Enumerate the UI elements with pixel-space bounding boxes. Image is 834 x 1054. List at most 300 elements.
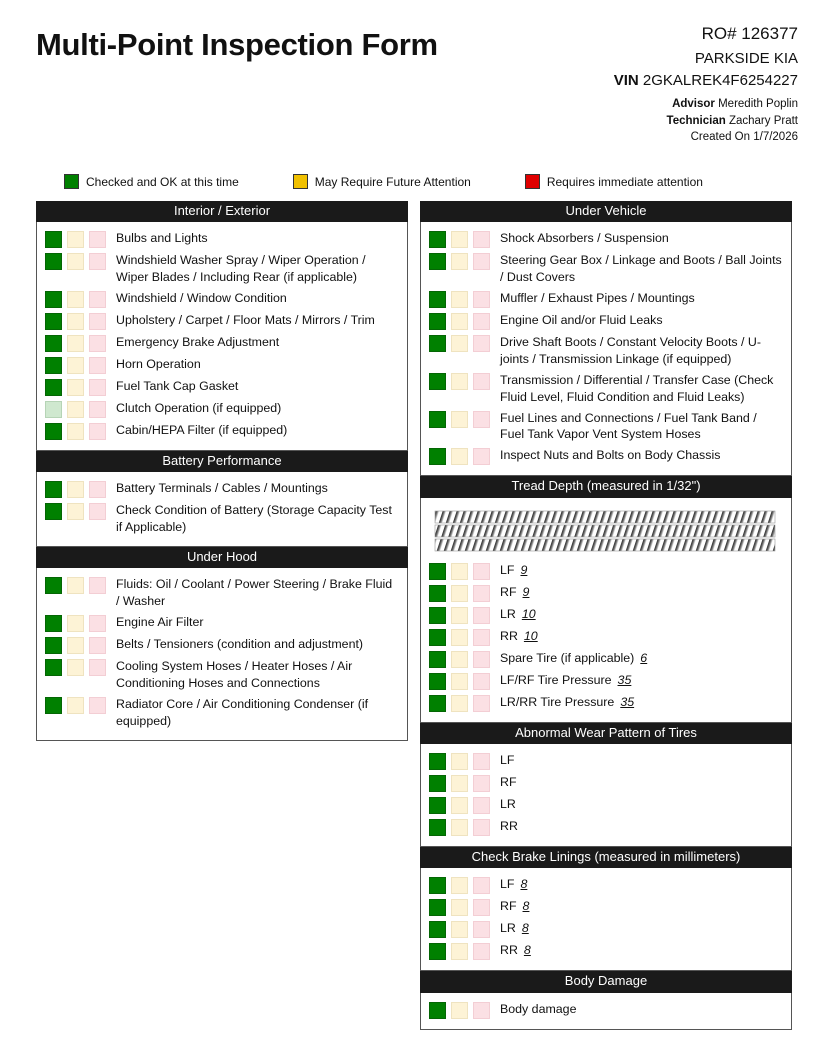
tire-tread-illustration: [429, 510, 783, 556]
left-column: [36, 201, 408, 740]
inspection-row: [45, 250, 399, 288]
status-box-ok[interactable]: [45, 423, 62, 440]
inspection-row: [45, 694, 399, 732]
inspection-item-label: Belts / Tensioners (condition and adjustment): [116, 637, 364, 652]
inspection-item-label: Muffler / Exhaust Pipes / Mountings: [500, 291, 695, 306]
inspection-item-label: [490, 942, 531, 959]
status-boxes: [45, 252, 106, 270]
legend-item-ok: [64, 174, 239, 189]
status-box-ok[interactable]: [429, 921, 446, 938]
tread-depth-value: 10: [523, 628, 538, 643]
inspection-item-label: [490, 672, 631, 689]
tread-position-label: RR: [500, 628, 518, 643]
brake-lining-value: 8: [522, 899, 530, 914]
inspection-row: [429, 648, 783, 670]
status-boxes: [429, 672, 490, 690]
green-swatch-icon: [64, 174, 79, 189]
form-header: [36, 22, 798, 146]
status-box-immediate[interactable]: [89, 659, 106, 676]
inspection-row: [429, 750, 783, 772]
status-box-immediate[interactable]: [473, 629, 490, 646]
inspection-item-label: Engine Air Filter: [116, 615, 204, 630]
inspection-item-label: Steering Gear Box / Linkage and Boots / Ball Joints / Dust Covers: [500, 253, 782, 285]
status-box-future[interactable]: [451, 695, 468, 712]
status-box-future[interactable]: [451, 607, 468, 624]
status-box-future[interactable]: [451, 1002, 468, 1019]
status-boxes: [45, 290, 106, 308]
yellow-swatch-icon: [293, 174, 308, 189]
status-box-immediate[interactable]: [89, 253, 106, 270]
status-box-future[interactable]: [451, 673, 468, 690]
status-box-ok[interactable]: [45, 335, 62, 352]
status-boxes: [429, 230, 490, 248]
status-boxes: [429, 774, 490, 792]
inspection-row: [429, 692, 783, 714]
section-title-brake-linings: Check Brake Linings (measured in millimeters): [420, 847, 792, 868]
tread-position-label: Spare Tire (if applicable): [500, 650, 635, 665]
status-boxes: [45, 480, 106, 498]
status-boxes: [429, 290, 490, 308]
status-box-future[interactable]: [67, 401, 84, 418]
status-box-immediate[interactable]: [473, 943, 490, 960]
inspection-item-label: Windshield Washer Spray / Wiper Operation / Wiper Blades / Including Rear (if applicable): [116, 253, 366, 285]
inspection-row: [45, 332, 399, 354]
tread-position-label: RF: [500, 584, 517, 599]
legend: [36, 174, 798, 189]
status-boxes: [45, 356, 106, 374]
inspection-row: [45, 612, 399, 634]
status-box-ok[interactable]: [429, 313, 446, 330]
status-boxes: [45, 614, 106, 632]
status-box-immediate[interactable]: [473, 411, 490, 428]
status-box-immediate[interactable]: [473, 877, 490, 894]
status-box-future[interactable]: [67, 637, 84, 654]
tread-position-label: LR: [500, 606, 516, 621]
ro-line: [614, 22, 798, 47]
status-box-ok[interactable]: [429, 775, 446, 792]
status-boxes: [45, 576, 106, 594]
section-body-tread-depth: [420, 498, 792, 723]
status-boxes: [429, 898, 490, 916]
inspection-item-label: [490, 898, 529, 915]
status-boxes: [429, 818, 490, 836]
status-box-immediate[interactable]: [473, 291, 490, 308]
section-body-damage: [420, 971, 792, 1029]
status-boxes: [429, 1001, 490, 1019]
status-box-future[interactable]: [451, 231, 468, 248]
status-box-ok[interactable]: [429, 1002, 446, 1019]
inspection-item-label: RF: [500, 774, 517, 789]
status-boxes: [429, 628, 490, 646]
inspection-row: [429, 772, 783, 794]
red-swatch-icon: [525, 174, 540, 189]
status-box-ok[interactable]: [45, 253, 62, 270]
status-box-immediate[interactable]: [89, 231, 106, 248]
status-box-future[interactable]: [451, 797, 468, 814]
status-boxes: [45, 636, 106, 654]
status-box-ok[interactable]: [429, 797, 446, 814]
status-box-ok[interactable]: [429, 673, 446, 690]
inspection-row: [45, 228, 399, 250]
status-box-immediate[interactable]: [473, 921, 490, 938]
status-box-future[interactable]: [67, 481, 84, 498]
status-box-ok[interactable]: [429, 585, 446, 602]
status-box-ok[interactable]: [45, 659, 62, 676]
status-box-immediate[interactable]: [473, 231, 490, 248]
inspection-row: [429, 670, 783, 692]
status-box-future[interactable]: [67, 291, 84, 308]
status-box-future[interactable]: [451, 563, 468, 580]
inspection-row: [429, 999, 783, 1021]
status-box-ok[interactable]: [429, 753, 446, 770]
section-title-tread-depth: Tread Depth (measured in 1/32"): [420, 476, 792, 497]
status-box-immediate[interactable]: [473, 753, 490, 770]
inspection-row: [45, 310, 399, 332]
legend-item-future: [293, 174, 471, 189]
inspection-item-label: LF: [500, 752, 515, 767]
status-box-future[interactable]: [451, 921, 468, 938]
status-box-ok[interactable]: [45, 231, 62, 248]
section-body-interior-exterior: [36, 222, 408, 451]
status-box-future[interactable]: [451, 373, 468, 390]
status-box-future[interactable]: [67, 379, 84, 396]
status-box-future[interactable]: [451, 877, 468, 894]
inspection-item-label: [490, 606, 536, 623]
inspection-row: [429, 794, 783, 816]
inspection-item-label: Bulbs and Lights: [116, 231, 208, 246]
section-body-battery-performance: [36, 472, 408, 547]
status-box-immediate[interactable]: [89, 637, 106, 654]
inspection-item-label: [490, 584, 529, 601]
inspection-row: [429, 408, 783, 446]
tread-depth-value: 9: [522, 584, 530, 599]
inspection-item-label: LR: [500, 796, 516, 811]
inspection-row: [45, 656, 399, 694]
status-box-immediate[interactable]: [473, 448, 490, 465]
status-boxes: [45, 400, 106, 418]
status-box-future[interactable]: [451, 335, 468, 352]
status-box-ok[interactable]: [429, 819, 446, 836]
page-title: Multi-Point Inspection Form: [36, 27, 438, 62]
status-box-immediate[interactable]: [89, 291, 106, 308]
brake-lining-value: 8: [520, 877, 528, 892]
inspection-item-label: Inspect Nuts and Bolts on Body Chassis: [500, 448, 721, 463]
inspection-item-label: Check Condition of Battery (Storage Capacity Test if Applicable): [116, 503, 392, 535]
status-box-ok[interactable]: [429, 411, 446, 428]
status-box-ok[interactable]: [429, 629, 446, 646]
inspection-row: [429, 816, 783, 838]
inspection-item-label: Fluids: Oil / Coolant / Power Steering / Brake Fluid / Washer: [116, 577, 393, 609]
status-boxes: [429, 447, 490, 465]
status-box-immediate[interactable]: [89, 481, 106, 498]
status-box-future[interactable]: [451, 753, 468, 770]
inspection-item-label: Clutch Operation (if equipped): [116, 401, 282, 416]
status-boxes: [45, 696, 106, 714]
status-box-future[interactable]: [451, 651, 468, 668]
inspection-item-label: Shock Absorbers / Suspension: [500, 231, 669, 246]
status-boxes: [45, 230, 106, 248]
inspection-item-label: [490, 920, 529, 937]
tread-depth-value: 9: [520, 562, 528, 577]
status-box-ok[interactable]: [429, 607, 446, 624]
ro-number: 126377: [741, 24, 798, 43]
status-box-future[interactable]: [451, 253, 468, 270]
legend-label-immediate: Requires immediate attention: [546, 174, 703, 189]
brake-position-label: LF: [500, 877, 515, 892]
ro-label: RO#: [701, 24, 737, 43]
inspection-row: [45, 634, 399, 656]
status-boxes: [429, 694, 490, 712]
status-box-future[interactable]: [67, 357, 84, 374]
status-box-immediate[interactable]: [473, 585, 490, 602]
status-box-ok[interactable]: [429, 335, 446, 352]
right-column: [420, 201, 792, 1029]
dealer-name: PARKSIDE KIA: [694, 49, 798, 67]
inspection-item-label: [490, 562, 527, 579]
section-under-vehicle: [420, 201, 792, 476]
tread-depth-value: 6: [640, 650, 648, 665]
status-box-immediate[interactable]: [89, 335, 106, 352]
status-box-ok[interactable]: [45, 291, 62, 308]
status-box-future[interactable]: [451, 943, 468, 960]
status-boxes: [45, 502, 106, 520]
status-boxes: [45, 658, 106, 676]
sections-columns: [36, 201, 798, 1029]
status-box-future[interactable]: [451, 448, 468, 465]
status-box-future[interactable]: [451, 313, 468, 330]
status-boxes: [429, 650, 490, 668]
section-body-under-vehicle: [420, 222, 792, 476]
status-box-immediate[interactable]: [89, 401, 106, 418]
status-box-future[interactable]: [67, 423, 84, 440]
status-box-future[interactable]: [67, 253, 84, 270]
inspection-item-label: Cabin/HEPA Filter (if equipped): [116, 423, 288, 438]
inspection-row: [429, 332, 783, 370]
status-box-immediate[interactable]: [473, 373, 490, 390]
inspection-row: [429, 250, 783, 288]
status-box-immediate[interactable]: [89, 423, 106, 440]
inspection-item-label: Cooling System Hoses / Heater Hoses / Air Conditioning Hoses and Connections: [116, 659, 353, 691]
status-box-immediate[interactable]: [473, 775, 490, 792]
inspection-row: [45, 420, 399, 442]
inspection-row: [429, 582, 783, 604]
status-box-immediate[interactable]: [473, 797, 490, 814]
inspection-item-label: Battery Terminals / Cables / Mountings: [116, 481, 328, 496]
inspection-item-label: [490, 876, 527, 893]
status-box-ok[interactable]: [45, 401, 62, 418]
status-boxes: [429, 796, 490, 814]
legend-item-immediate: [525, 174, 703, 189]
status-box-immediate[interactable]: [473, 253, 490, 270]
status-box-ok[interactable]: [45, 637, 62, 654]
section-title-abnormal-wear: Abnormal Wear Pattern of Tires: [420, 723, 792, 744]
status-boxes: [429, 372, 490, 390]
inspection-row: [45, 288, 399, 310]
inspection-item-label: Fuel Lines and Connections / Fuel Tank Band / Fuel Tank Vapor Vent System Hoses: [500, 410, 757, 442]
status-box-immediate[interactable]: [473, 651, 490, 668]
inspection-row: [429, 604, 783, 626]
inspection-row: [429, 626, 783, 648]
inspection-item-label: Windshield / Window Condition: [116, 291, 287, 306]
inspection-item-label: Drive Shaft Boots / Constant Velocity Boots / U-joints / Transmission Linkage (if equipped): [500, 335, 762, 367]
inspection-row: [429, 874, 783, 896]
status-box-ok[interactable]: [429, 563, 446, 580]
tire-pressure-value: 35: [617, 672, 632, 687]
inspection-row: [429, 445, 783, 467]
status-boxes: [429, 752, 490, 770]
status-boxes: [429, 562, 490, 580]
inspection-row: [45, 478, 399, 500]
status-boxes: [45, 334, 106, 352]
status-box-immediate[interactable]: [473, 819, 490, 836]
inspection-row: [45, 376, 399, 398]
status-box-future[interactable]: [67, 577, 84, 594]
status-box-immediate[interactable]: [89, 503, 106, 520]
status-box-ok[interactable]: [429, 695, 446, 712]
status-box-immediate[interactable]: [89, 313, 106, 330]
inspection-item-label: Body damage: [500, 1001, 577, 1016]
vin-label: VIN: [613, 72, 639, 90]
status-box-future[interactable]: [67, 503, 84, 520]
tread-position-label: LF: [500, 562, 515, 577]
status-box-ok[interactable]: [429, 253, 446, 270]
section-title-interior-exterior: Interior / Exterior: [36, 201, 408, 222]
status-box-immediate[interactable]: [473, 899, 490, 916]
inspection-row: [45, 354, 399, 376]
status-box-ok[interactable]: [429, 651, 446, 668]
legend-label-future: May Require Future Attention: [314, 174, 471, 189]
inspection-row: [429, 560, 783, 582]
status-box-future[interactable]: [67, 697, 84, 714]
tread-position-label: LF/RF Tire Pressure: [500, 672, 612, 687]
inspection-item-label: Horn Operation: [116, 357, 201, 372]
brake-position-label: RR: [500, 943, 518, 958]
brake-position-label: RF: [500, 899, 517, 914]
advisor-line: [614, 96, 798, 113]
inspection-item-label: RR: [500, 818, 518, 833]
inspection-item-label: Engine Oil and/or Fluid Leaks: [500, 313, 663, 328]
status-box-future[interactable]: [451, 899, 468, 916]
status-box-ok[interactable]: [45, 577, 62, 594]
advisor-label: Advisor: [672, 98, 715, 111]
status-box-immediate[interactable]: [89, 577, 106, 594]
status-box-ok[interactable]: [429, 231, 446, 248]
status-box-future[interactable]: [67, 313, 84, 330]
status-box-future[interactable]: [451, 819, 468, 836]
inspection-row: [429, 288, 783, 310]
status-box-ok[interactable]: [429, 373, 446, 390]
inspection-item-label: Upholstery / Carpet / Floor Mats / Mirrors / Trim: [116, 313, 375, 328]
status-box-future[interactable]: [67, 335, 84, 352]
status-box-future[interactable]: [451, 585, 468, 602]
inspection-item-label: Emergency Brake Adjustment: [116, 335, 280, 350]
status-box-future[interactable]: [67, 615, 84, 632]
status-box-ok[interactable]: [45, 481, 62, 498]
section-title-under-hood: Under Hood: [36, 547, 408, 568]
footer-spacer: [36, 1030, 798, 1054]
status-boxes: [429, 312, 490, 330]
section-body-brake-linings: [420, 868, 792, 971]
section-title-battery-performance: Battery Performance: [36, 451, 408, 472]
status-box-future[interactable]: [451, 411, 468, 428]
status-boxes: [429, 334, 490, 352]
inspection-row: [45, 500, 399, 538]
status-box-future[interactable]: [451, 775, 468, 792]
technician-line: [614, 113, 798, 130]
status-box-immediate[interactable]: [89, 357, 106, 374]
inspection-row: [429, 310, 783, 332]
status-box-future[interactable]: [451, 291, 468, 308]
status-boxes: [429, 410, 490, 428]
status-box-immediate[interactable]: [473, 673, 490, 690]
inspection-item-label: Transmission / Differential / Transfer Case (Check Fluid Level, Fluid Condition and Fluid Leaks): [500, 372, 774, 404]
status-box-future[interactable]: [67, 231, 84, 248]
status-boxes: [429, 252, 490, 270]
section-title-under-vehicle: Under Vehicle: [420, 201, 792, 222]
brake-position-label: LR: [500, 921, 516, 936]
brake-lining-value: 8: [523, 943, 531, 958]
status-boxes: [429, 606, 490, 624]
legend-label-ok: Checked and OK at this time: [86, 174, 239, 189]
status-box-ok[interactable]: [429, 899, 446, 916]
status-box-ok[interactable]: [45, 697, 62, 714]
status-box-immediate[interactable]: [473, 563, 490, 580]
status-boxes: [45, 312, 106, 330]
section-title-body-damage: Body Damage: [420, 971, 792, 992]
status-box-immediate[interactable]: [89, 615, 106, 632]
section-brake-linings: [420, 847, 792, 971]
status-box-ok[interactable]: [429, 877, 446, 894]
inspection-item-label: [490, 650, 647, 667]
section-body-under-hood: [36, 568, 408, 740]
section-battery-performance: [36, 451, 408, 547]
status-box-ok[interactable]: [45, 313, 62, 330]
advisor-name: Meredith Poplin: [718, 98, 798, 111]
section-body-abnormal-wear: [420, 744, 792, 847]
status-box-ok[interactable]: [429, 943, 446, 960]
status-box-future[interactable]: [451, 629, 468, 646]
status-box-immediate[interactable]: [473, 695, 490, 712]
technician-label: Technician: [666, 114, 726, 127]
status-boxes: [429, 942, 490, 960]
inspection-item-label: Radiator Core / Air Conditioning Condenser (if equipped): [116, 696, 369, 728]
inspection-row: [429, 918, 783, 940]
status-box-immediate[interactable]: [473, 607, 490, 624]
status-boxes: [45, 378, 106, 396]
status-box-future[interactable]: [67, 659, 84, 676]
status-box-immediate[interactable]: [473, 1002, 490, 1019]
status-box-ok[interactable]: [45, 357, 62, 374]
status-box-ok[interactable]: [45, 615, 62, 632]
status-boxes: [45, 422, 106, 440]
section-under-hood: [36, 547, 408, 740]
status-box-ok[interactable]: [429, 291, 446, 308]
status-box-immediate[interactable]: [473, 313, 490, 330]
inspection-row: [45, 398, 399, 420]
created-on: Created On 1/7/2026: [690, 131, 798, 144]
status-box-ok[interactable]: [45, 503, 62, 520]
status-box-immediate[interactable]: [89, 379, 106, 396]
status-boxes: [429, 876, 490, 894]
inspection-item-label: Fuel Tank Cap Gasket: [116, 379, 239, 394]
technician-name: Zachary Pratt: [728, 114, 798, 127]
status-box-immediate[interactable]: [473, 335, 490, 352]
status-box-immediate[interactable]: [89, 697, 106, 714]
status-box-ok[interactable]: [429, 448, 446, 465]
inspection-row: [429, 228, 783, 250]
section-interior-exterior: [36, 201, 408, 451]
status-box-ok[interactable]: [45, 379, 62, 396]
